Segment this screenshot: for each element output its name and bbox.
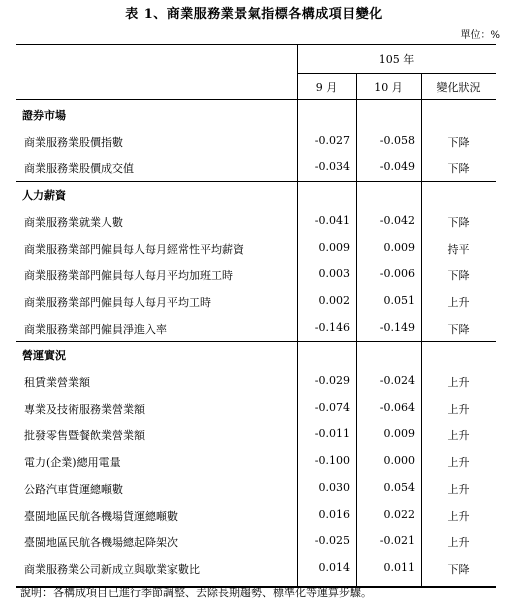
row-sep-value: -0.146: [314, 320, 350, 334]
row-sep-value: -0.034: [314, 160, 350, 174]
column-divider: [297, 44, 298, 586]
row-label: 商業服務業部門僱員每人每月平均加班工時: [24, 269, 233, 283]
row-sep-value: 0.030: [318, 480, 350, 494]
column-divider: [421, 73, 422, 586]
row-change: 上升: [447, 295, 470, 309]
row-label: 公路汽車貨運總噸數: [24, 482, 123, 496]
row-oct-value: 0.022: [383, 507, 415, 521]
row-label: 商業服務業部門僱員淨進入率: [24, 322, 167, 336]
row-label: 專業及技術服務業營業額: [24, 402, 145, 416]
header-oct: 10 月: [374, 81, 403, 94]
row-label: 批發零售暨餐飲業營業額: [24, 429, 145, 443]
row-change: 下降: [447, 322, 470, 336]
column-divider: [356, 73, 357, 586]
row-oct-value: -0.058: [379, 133, 415, 147]
section-heading: 營運實況: [22, 349, 66, 363]
row-sep-value: 0.002: [318, 293, 350, 307]
row-change: 下降: [447, 162, 470, 176]
row-change: 上升: [447, 402, 470, 416]
row-change: 上升: [447, 482, 470, 496]
row-oct-value: -0.006: [379, 267, 415, 281]
row-change: 下降: [447, 135, 470, 149]
row-sep-value: 0.014: [318, 560, 350, 574]
row-change: 持平: [447, 242, 470, 256]
row-change: 上升: [447, 429, 470, 443]
row-oct-value: 0.051: [383, 293, 415, 307]
table-title: 表 1、商業服務業景氣指標各構成項目變化: [125, 7, 383, 22]
row-sep-value: -0.074: [314, 400, 350, 414]
row-label: 臺閩地區民航各機場貨運總噸數: [24, 509, 178, 523]
row-sep-value: -0.029: [314, 374, 350, 387]
row-label: 商業服務業公司新成立與歇業家數比: [24, 562, 200, 576]
row-label: 電力(企業)總用電量: [24, 456, 121, 470]
row-oct-value: 0.054: [383, 480, 415, 494]
row-label: 商業服務業部門僱員每人每月經常性平均薪資: [24, 242, 244, 256]
row-sep-value: -0.011: [314, 427, 350, 441]
section-heading: 人力薪資: [22, 189, 66, 203]
header-year: 105 年: [378, 53, 415, 66]
row-label: 租賃業營業額: [24, 376, 90, 389]
row-sep-value: -0.025: [314, 534, 350, 548]
row-oct-value: 0.011: [383, 560, 415, 574]
row-oct-value: -0.064: [379, 400, 415, 414]
row-change: 上升: [447, 376, 470, 389]
section-divider: [16, 181, 496, 182]
header-bottom-border: [16, 99, 496, 100]
row-sep-value: -0.100: [314, 454, 350, 468]
row-label: 商業服務業就業人數: [24, 215, 123, 229]
row-change: 上升: [447, 509, 470, 523]
footnote: 說明：各構成項目已進行季節調整、去除長期趨勢、標準化等運算步驟。: [20, 586, 372, 599]
row-sep-value: -0.027: [314, 133, 350, 147]
row-label: 商業服務業股價成交值: [24, 162, 134, 176]
row-oct-value: 0.000: [383, 454, 415, 468]
row-oct-value: -0.049: [379, 160, 415, 174]
header-year-underline: [297, 73, 496, 74]
row-sep-value: 0.009: [318, 240, 350, 254]
row-sep-value: 0.016: [318, 507, 350, 521]
row-oct-value: -0.149: [379, 320, 415, 334]
table-top-border: [16, 44, 496, 45]
row-label: 商業服務業部門僱員每人每月平均工時: [24, 295, 211, 309]
row-change: 下降: [447, 562, 470, 576]
row-oct-value: -0.021: [379, 534, 415, 548]
row-oct-value: 0.009: [383, 427, 415, 441]
unit-note: 單位：%: [460, 30, 500, 41]
row-sep-value: 0.003: [318, 267, 350, 281]
row-label: 商業服務業股價指數: [24, 135, 123, 149]
section-divider: [16, 341, 496, 342]
row-label: 臺閩地區民航各機場總起降架次: [24, 536, 178, 550]
section-heading: 證券市場: [22, 109, 66, 122]
header-change: 變化狀況: [436, 81, 481, 94]
row-oct-value: -0.024: [379, 374, 415, 387]
row-oct-value: 0.009: [383, 240, 415, 254]
header-sep: 9 月: [315, 81, 338, 94]
row-sep-value: -0.041: [314, 213, 350, 227]
row-change: 下降: [447, 215, 470, 229]
row-change: 上升: [447, 536, 470, 550]
row-change: 下降: [447, 269, 470, 283]
row-change: 上升: [447, 456, 470, 470]
row-oct-value: -0.042: [379, 213, 415, 227]
